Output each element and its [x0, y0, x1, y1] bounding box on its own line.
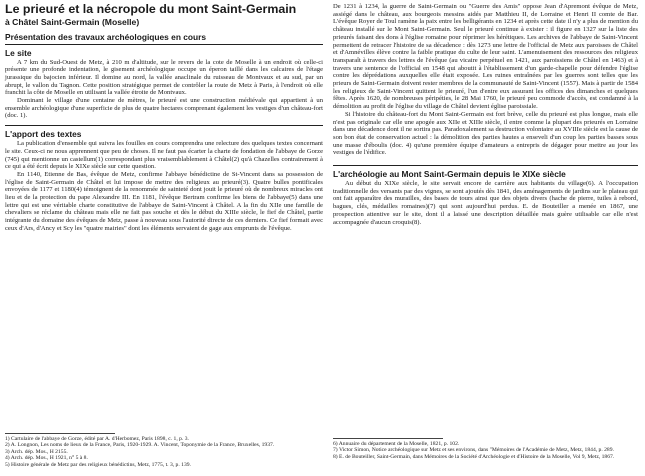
site-paragraph-2: Dominant le village d'une centaine de mètres, le prieuré est une construction médiévale qui appartient à un ensemble archéologique d'une superficie de plus de quatre hectares comprenant également les vestiges d'un château-fort (doc. 1).	[5, 97, 323, 120]
section-heading-textes: L'apport des textes	[5, 129, 82, 140]
footnote-2: 2) A. Longnon, Les noms de lieux de la France, Paris, 1920-1929. A. Vincent, Toponymie de la France, Bruxelles, 1937.	[5, 442, 275, 449]
section-heading-site: Le site	[5, 47, 32, 58]
textes-paragraph-2: En 1140, Etienne de Bas, évêque de Metz, confirme l'abbaye bénédictine de St-Vincent dans sa possession de l'église de Saint-Germain de Châtel et lui impose de mettre des religieux au prieuré(3). Quatre bulles pontificales envoyées de 1177 et 1180(4) témoignent de la renommée de sainteté dont jouit le prieuré où de nombreux miracles ont lieu et de la protection du pape Alexandre III. En 1181, l'évêque Bertram confirme les biens de l'abbaye(5) dans une lettre qui est une véritable charte constitutive de l'abbaye de Saint-Vincent à Châtel. A la fin du XIIe une famille de chevaliers se réclame du château mais elle ne fait pas souche et dès le début du XIIIe siècle, le fief de Châtel, partie intégrante du domaine des évêques de Metz, passe à nouveau sous l'autorité directe de ces derniers. Ce fief formait avec ceux d'Ars, d'Ancy et Scy les "quatre mairies" dont les éléments servaient de gage aux emprunts de l'évêque.	[5, 170, 323, 232]
footnote-5: 5) Histoire générale de Metz par des religieux bénédictins, Metz, 1775, t. 3, p. 139.	[5, 461, 191, 468]
footnote-rule	[5, 433, 115, 434]
footnote-3: 3) Arch. dép. Mos., H 2155.	[5, 448, 68, 455]
footnote-rule	[333, 438, 443, 439]
section-rule	[5, 125, 323, 126]
footnote-7: 7) Victor Simon, Notice archéologique sur Metz et ses environs, dans "Mémoires de l'Académie de Metz, Metz, 1844, p. 289.	[333, 447, 614, 454]
site-paragraph-1: A 7 km du Sud-Ouest de Metz, à 210 m d'altitude, sur le revers de la cote de Moselle à un endroit où celle-ci présente une profonde indentation, le gisement archéologique occupe un éperon taillé dans les calcaires de l'étage jurassique du bajocien inférieur. Il domine au nord, la vallée anaclinale du ruisseau de Montvaux et au sud, par un abrupt, le vallon du Tagnon. Cette position stratégique permet de contrôler la route de Metz à Paris, à l'endroit où elle franchit la côte de Moselle en utilisant la vallée étroite de Montvaux.	[5, 58, 323, 97]
footnote-1: 1) Cartulaire de l'abbaye de Gorze, édité par A. d'Herbomez, Paris 1898, c. 1, p. 3.	[5, 436, 189, 442]
footnote-6: 6) Annuaire du département de la Moselle, 1821, p. 102.	[333, 441, 460, 447]
footnotes-right	[333, 438, 638, 460]
right-paragraph-2: Si l'histoire du château-fort du Mont Saint-Germain est fort brève, celle du prieuré est plus longue, mais elle n'est pas originale car elle une apogée aux XIIe et XIIIe siècle, il entre comme la plupart des prieurés en Lorraine dans une décadence dont il ne sortira pas. Paradoxalement sa destruction volontaire au XVIIIe siècle est la cause de son bon état de conservation actuel : la démolition des parties hautes a enseveli d'un coup les parties basses sous une masse d'éboulis (doc. 4) qu'une première équipe d'amateurs a entrepris de dégager pour mettre au jour les vestiges de l'édifice.	[333, 110, 638, 157]
right-paragraph-1: De 1231 à 1234, la guerre de Saint-Germain ou "Guerre des Amis" oppose Jean d'Apremont évêque de Metz, assiégé dans le château, aux bourgeois messins aidés par Matthieu II, de Lorraine et Henri II comte de Bar. L'évêque Royer de Toul ramène la paix entre les belligérants en 1234 et après cette date il n'y a plus de mention du château installé sur le Mont Saint-Germain. Seul le prieuré continue à exister : il figure en 1327 sur la liste des prieurés faisant des dons à l'église romaine pour réprimer les hérétiques. Les archives de l'abbaye de Saint-Vincent permettent de retracer l'histoire de sa décadence : dès 1273 une lettre de l'official de Metz aux paroisses de Châtel et d'Amnévilles élève contre la faible pratique du culte de leur saint. L'amenuisement des ressources des religieux transparaît à travers des lettres de l'évêque (au vicaire perpétuel en 1421, aux paroissiens de Châtel en 1463) et à travers une sentence de l'official en 1548 qui aboutit à l'établissement d'un garde-chapelle pour défendre l'église contre les déprédations auxquelles elle était exposée. Les ruines entraînées par les guerres sont telles que les prieurs de Saint-Germain doivent rester membres de la communauté de Saint-Vincent (1557). Mais à partir de 1584 les religieux de Saint-Vincent quittent le prieuré, l'un d'entre eux assurant les offices des dimanches et quelques fêtes. Après 1620, de nombreuses péripéties, le 28 Mai 1760, le prieuré peu commode d'accès, est condamné à la démolition au profit de l'église du village de Châtel devient église paroissiale.	[333, 3, 638, 111]
presentation-heading: Présentation des travaux archéologiques en cours	[5, 31, 207, 42]
section-heading-archeologie: L'archéologie au Mont Saint-Germain depuis le XIXe siècle	[333, 169, 566, 180]
right-column	[333, 0, 638, 460]
article-subtitle: à Châtel Saint-Germain (Moselle)	[5, 16, 140, 27]
footnotes-left	[5, 433, 323, 468]
heading-rule	[5, 44, 323, 45]
footnote-8: 8) E. de Bouteiller, Saint-Germain, dans Mémoires de la Société d'Archéologie et d'Histoire de la Moselle, Vol 9, Metz, 1867.	[333, 453, 615, 460]
left-column	[5, 0, 323, 468]
textes-paragraph-1: La publication d'ensemble qui suivra les fouilles en cours comprendra une relecture des quelques textes concernant le site. Ceux-ci ne nous apprennent que peu de choses. Il ne faut pas écarter la charte de fondation de l'abbaye de Gorze (745) qui mentionne un castellum(1) correspondant plus vraisemblablement à Châtel(2) qu'à Chazelles contrairement à ce qui a été écrit depuis le XIXe siècle sur cette question.	[5, 140, 323, 171]
article-title: Le prieuré et la nécropole du mont Saint-Germain	[5, 2, 297, 16]
archeologie-paragraph-1: Au début du XIXe siècle, le site servait encore de carrière aux habitants du village(6). A l'occupation traditionnelle des versants par des vignes, se sont ajoutés dès 1841, des aménagements de jardins sur le plateau qui ont fait apparaître des murailles, des bases de tours ainsi que des objets divers (hache de pierre, tuiles à rebord, bagues, clés, médailles romaines)(7) qui sont aujourd'hui perdus. E. de Bouteiller a menée en 1867, une prospection attentive sur le site, dont il a laissé une description détaillée mais guère utilisable car elle n'est accompagnée d'aucun croquis(8).	[333, 180, 638, 226]
footnote-4: 4) Arch. dép. Mos., H 1921, n° 5 à 8.	[5, 455, 88, 462]
section-rule	[333, 165, 638, 166]
